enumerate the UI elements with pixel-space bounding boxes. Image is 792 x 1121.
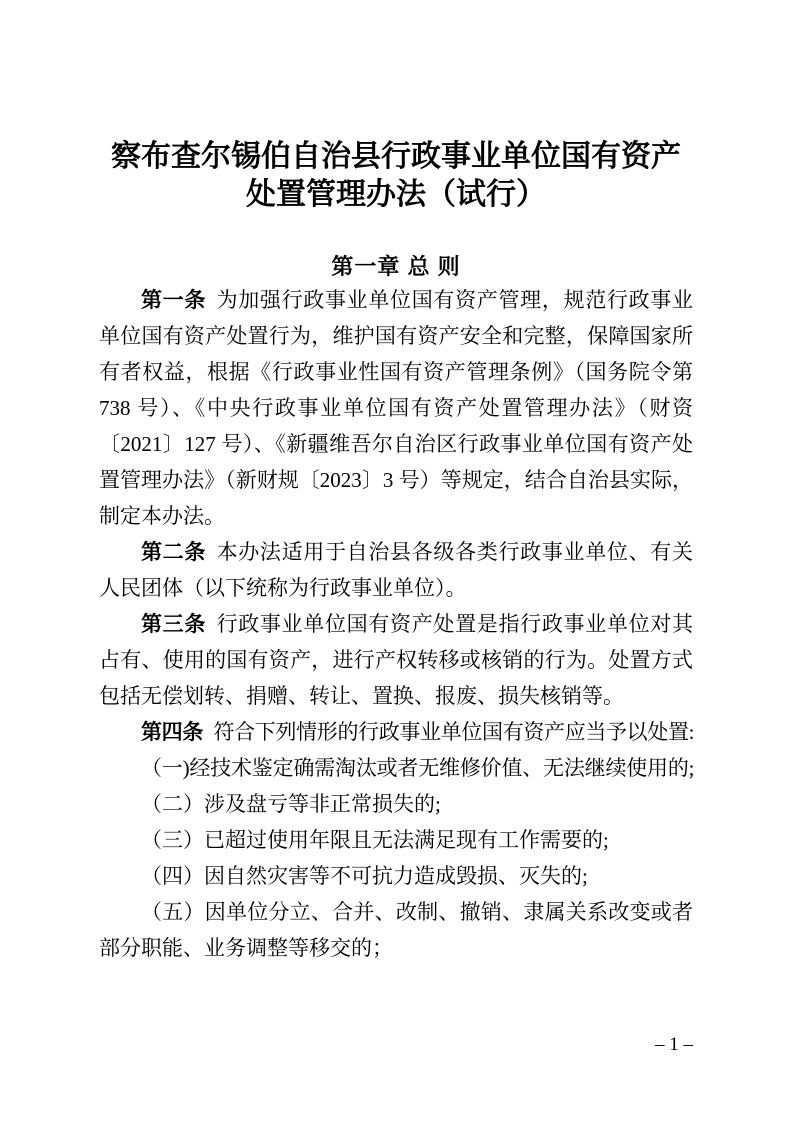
paragraph-article-1 bbox=[99, 282, 693, 534]
article-3-lead: 第三条 bbox=[141, 612, 207, 636]
paragraph-article-3 bbox=[99, 606, 693, 714]
list-item-1: （一)经技术鉴定确需淘汰或者无维修价值、无法继续使用的; bbox=[141, 756, 693, 780]
article-4-text: 符合下列情形的行政事业单位国有资产应当予以处置: bbox=[213, 720, 693, 744]
document-content bbox=[99, 0, 693, 966]
list-item-5: （五）因单位分立、合并、改制、撤销、隶属关系改变或者部分职能、业务调整等移交的； bbox=[99, 900, 693, 960]
list-item-2: （二）涉及盘亏等非正常损失的; bbox=[141, 792, 441, 816]
document-title-line-1: 察布查尔锡伯自治县行政事业单位国有资产 bbox=[111, 140, 681, 173]
article-1-lead: 第一条 bbox=[141, 288, 207, 312]
paragraph-article-4 bbox=[99, 714, 693, 750]
article-2-text: 本办法适用于自治县各级各类行政事业单位、有关人民团体（以下统称为行政事业单位）。 bbox=[99, 540, 693, 600]
document-title bbox=[99, 138, 693, 214]
page-number: – 1 – bbox=[655, 1034, 693, 1055]
list-item-3: （三）已超过使用年限且无法满足现有工作需要的; bbox=[141, 828, 609, 852]
document-title-line-2: 处置管理办法（试行） bbox=[246, 178, 546, 211]
chapter-heading: 第一章 总 则 bbox=[331, 254, 461, 279]
list-item-4: （四）因自然灾害等不可抗力造成毁损、灭失的; bbox=[141, 864, 588, 888]
article-2-lead: 第二条 bbox=[141, 540, 207, 564]
article-3-text: 行政事业单位国有资产处置是指行政事业单位对其占有、使用的国有资产，进行产权转移或核销的行为。处置方式包括无偿划转、捐赠、转让、置换、报废、损失核销等。 bbox=[99, 612, 693, 708]
document-body bbox=[99, 282, 693, 966]
paragraph-article-2 bbox=[99, 534, 693, 606]
article-1-text: 为加强行政事业单位国有资产管理，规范行政事业单位国有资产处置行为，维护国有资产安全和完整，保障国家所有者权益，根据《行政事业性国有资产管理条例》（国务院令第738 号）、《中央行政事业单位国有资产处置管理办法》（财资〔2021〕127 号）、《新疆维吾尔自治区行政事业单位国有资产处置管理办法》（新财规〔2023〕3 号）等规定，结合自治县实际，制定本办法。 bbox=[99, 288, 693, 528]
article-4-lead: 第四条 bbox=[141, 720, 203, 744]
